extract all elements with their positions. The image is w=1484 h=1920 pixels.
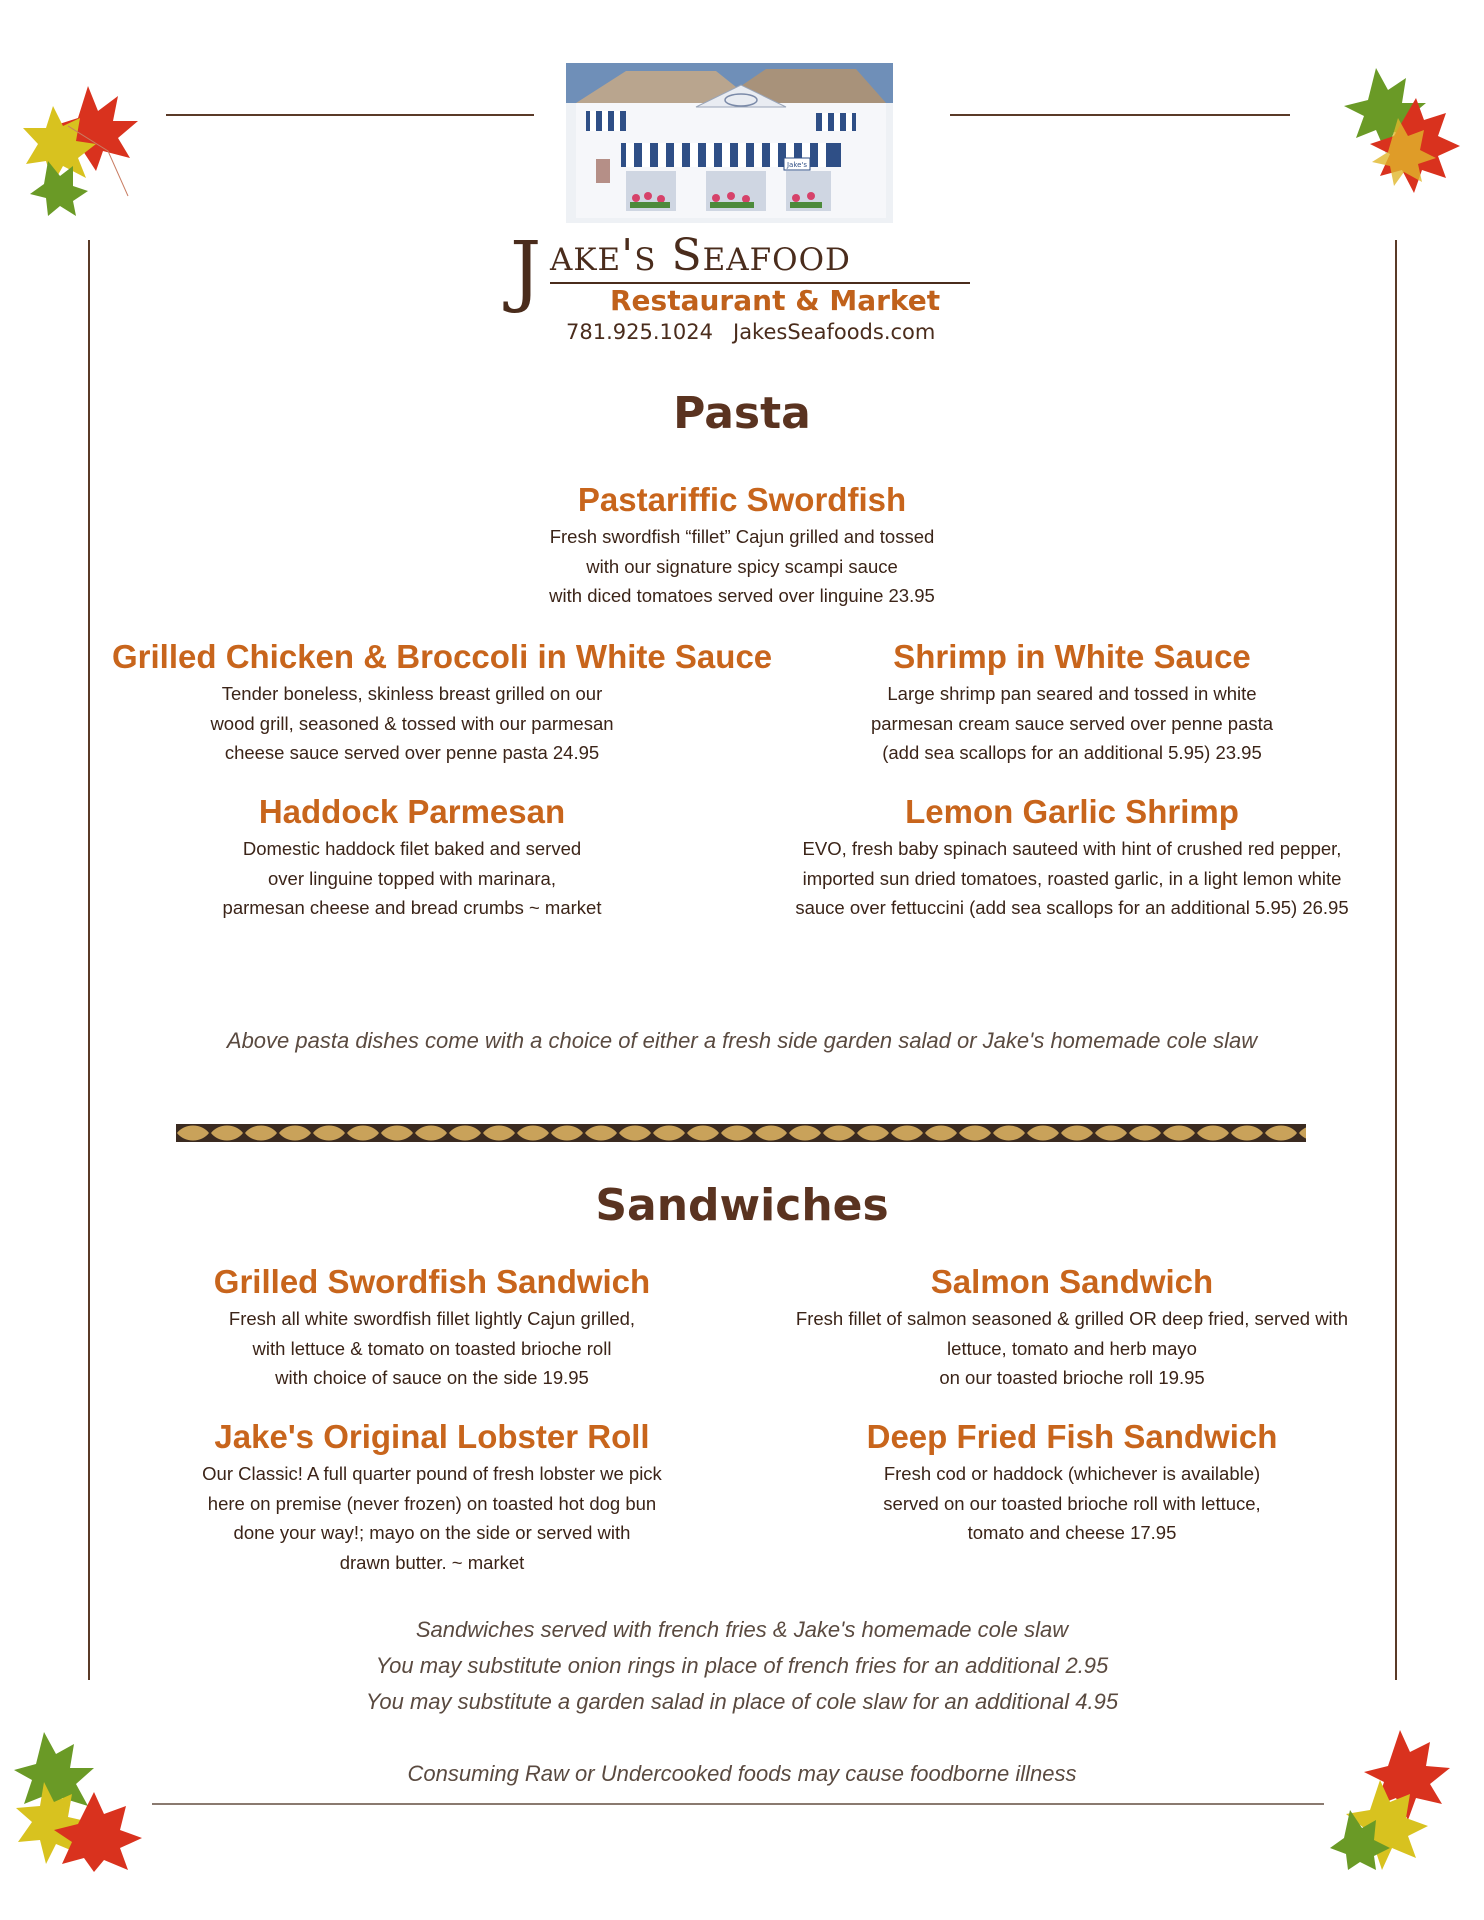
item-description: Fresh fillet of salmon seasoned & grilled OR deep fried, served with lettuce, tomato and herb mayo on our toasted brioche roll 19.95 (795, 1308, 1349, 1388)
menu-item (752, 792, 1392, 923)
rope-link (1128, 1125, 1162, 1142)
rope-link (312, 1125, 346, 1142)
rope-link (176, 1125, 210, 1142)
menu-item (112, 637, 773, 768)
rope-link (1060, 1125, 1094, 1142)
menu-item (772, 637, 1372, 768)
rope-link (516, 1125, 550, 1142)
sandwich-note: Sandwiches served with french fries & Jake's homemade cole slaw (415, 1617, 1069, 1642)
rope-link (924, 1125, 958, 1142)
rope-link (1264, 1125, 1298, 1142)
rope-link (584, 1125, 618, 1142)
phone-number: 781.925.1024 (566, 320, 713, 344)
item-description: Tender boneless, skinless breast grilled on our wood grill, seasoned & tossed with our parmesan cheese sauce served over penne pasta 24.95 (210, 683, 614, 763)
pasta-note: Above pasta dishes come with a choice of either a fresh side garden salad or Jake's homemade cole slaw (226, 1028, 1258, 1053)
rope-link (652, 1125, 686, 1142)
item-name: Deep Fried Fish Sandwich (866, 1418, 1278, 1455)
rope-link (414, 1125, 448, 1142)
website-link[interactable]: JakesSeafoods.com (733, 320, 936, 344)
rope-link (1026, 1125, 1060, 1142)
item-name: Lemon Garlic Shrimp (905, 793, 1239, 830)
rope-link (754, 1125, 788, 1142)
menu-item (132, 1262, 732, 1393)
sandwich-note: You may substitute a garden salad in place of cole slaw for an additional 4.95 (365, 1689, 1119, 1714)
rope-link (992, 1125, 1026, 1142)
autumn-leaves-icon (18, 66, 148, 216)
top-rule-left (166, 114, 534, 116)
rope-link (618, 1125, 652, 1142)
menu-item (112, 792, 712, 923)
autumn-leaves-icon (1330, 1720, 1460, 1870)
item-description: Fresh all white swordfish fillet lightly Cajun grilled, with lettuce & tomato on toasted brioche roll with choice of sauce on the side 19.95 (228, 1308, 636, 1388)
item-description: EVO, fresh baby spinach sauteed with hint of crushed red pepper, imported sun dried tomatoes, roasted garlic, in a light lemon white sauce over fettuccini (add sea scallops for an additional 5.95) 26.95 (795, 838, 1349, 918)
menu-item (132, 1417, 732, 1577)
rope-link (1094, 1125, 1128, 1142)
rope-link (380, 1125, 414, 1142)
menu-item (752, 1262, 1392, 1393)
rope-link (856, 1125, 890, 1142)
rope-link (890, 1125, 924, 1142)
contact-line (566, 320, 936, 344)
pasta-title: Pasta (673, 388, 811, 439)
rope-link (244, 1125, 278, 1142)
item-description: Large shrimp pan seared and tossed in white parmesan cream sauce served over penne pasta (add sea scallops for an additional 5.95) 23.95 (870, 683, 1274, 763)
rope-link (788, 1125, 822, 1142)
item-name: Haddock Parmesan (258, 793, 566, 830)
rope-link (550, 1125, 584, 1142)
item-description: Fresh swordfish “fillet” Cajun grilled and tossed with our signature spicy scampi sauce with diced tomatoes served over linguine 23.95 (549, 526, 935, 606)
item-name: Grilled Swordfish Sandwich (213, 1263, 651, 1300)
autumn-leaves-icon (14, 1722, 144, 1872)
item-description: Fresh cod or haddock (whichever is available) served on our toasted brioche roll with lettuce, tomato and cheese 17.95 (883, 1463, 1261, 1543)
rope-link (482, 1125, 516, 1142)
menu-item (772, 1417, 1372, 1548)
rope-link (958, 1125, 992, 1142)
item-name: Pastariffic Swordfish (577, 481, 907, 518)
rope-link (1162, 1125, 1196, 1142)
rope-divider (176, 1120, 1306, 1146)
storefront-sign: Jake's (786, 161, 808, 169)
item-name: Jake's Original Lobster Roll (214, 1418, 650, 1455)
disclaimer: Consuming Raw or Undercooked foods may cause foodborne illness (407, 1761, 1077, 1786)
rope-link (686, 1125, 720, 1142)
item-name: Shrimp in White Sauce (893, 638, 1251, 675)
right-border-rule (1395, 240, 1397, 1680)
item-description: Domestic haddock filet baked and served over linguine topped with marinara, parmesan cheese and bread crumbs ~ market (222, 838, 602, 918)
sandwich-note: You may substitute onion rings in place of french fries for an additional 2.95 (375, 1653, 1109, 1678)
rope-link (1230, 1125, 1264, 1142)
rope-link (278, 1125, 312, 1142)
rope-link (720, 1125, 754, 1142)
logo-initial: J (510, 226, 542, 316)
item-description: Our Classic! A full quarter pound of fresh lobster we pick here on premise (never frozen) on toasted hot dog bun done your way!; mayo on the side or served with drawn butter. ~ market (202, 1463, 662, 1573)
item-name: Grilled Chicken & Broccoli in White Sauce (112, 638, 773, 675)
autumn-leaves-icon (1336, 58, 1466, 208)
sandwiches-title: Sandwiches (595, 1180, 889, 1231)
bottom-rule (152, 1803, 1324, 1805)
storefront-illustration (566, 63, 893, 223)
item-name: Salmon Sandwich (930, 1263, 1214, 1300)
logo-name: ake's Seafood (550, 230, 851, 281)
menu-item (442, 480, 1042, 611)
rope-link (210, 1125, 244, 1142)
left-border-rule (88, 240, 90, 1680)
logo-subtitle: Restaurant & Market (610, 284, 941, 317)
top-rule-right (950, 114, 1290, 116)
rope-link (346, 1125, 380, 1142)
rope-link (822, 1125, 856, 1142)
rope-link (448, 1125, 482, 1142)
rope-link (1196, 1125, 1230, 1142)
